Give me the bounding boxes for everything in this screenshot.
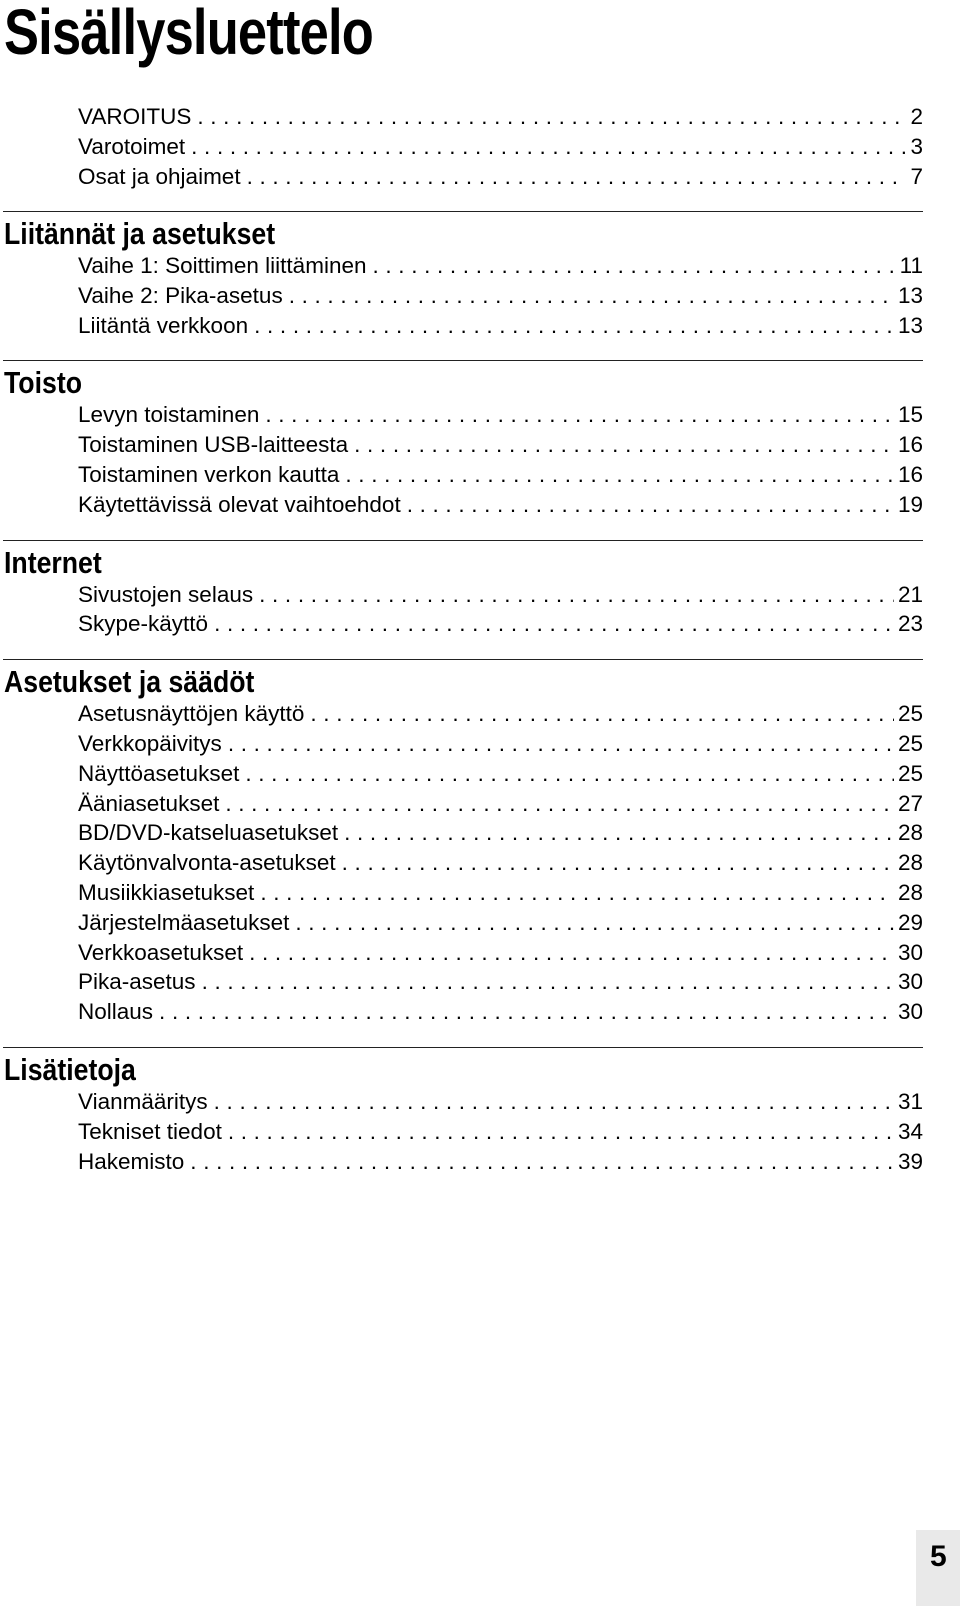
toc-entry-page: 25 xyxy=(897,731,923,756)
toc-entry-page: 34 xyxy=(897,1118,923,1144)
toc-entry-page: 28 xyxy=(897,820,923,846)
toc-entry-label: Musiikkiasetukset xyxy=(78,880,255,905)
toc-entry-label: VAROITUS xyxy=(78,104,192,129)
dot-leader xyxy=(159,997,894,1027)
toc-entry-label: Toistaminen verkon kautta xyxy=(78,462,340,487)
toc-entry-page: 27 xyxy=(897,790,923,816)
section-title: Lisätietoja xyxy=(4,1052,136,1087)
toc-entry-page: 2 xyxy=(910,104,923,129)
toc-entry-label: Nollaus xyxy=(78,999,154,1025)
toc-entry[interactable] xyxy=(78,729,923,759)
toc-entry[interactable] xyxy=(78,789,923,819)
dot-leader xyxy=(245,759,894,789)
toc-entry-label: Hakemisto xyxy=(78,1148,185,1174)
toc-entry-page: 11 xyxy=(899,253,923,278)
toc-entry-label: Osat ja ohjaimet xyxy=(78,163,241,189)
dot-leader xyxy=(249,938,894,968)
toc-entry-page: 29 xyxy=(897,909,923,935)
toc-entry[interactable] xyxy=(78,1087,923,1117)
dot-leader xyxy=(342,848,894,878)
toc-entry-page: 15 xyxy=(897,402,923,428)
toc-entry-page: 28 xyxy=(897,850,923,876)
dot-leader xyxy=(191,132,906,162)
toc-entry-page: 19 xyxy=(897,491,923,517)
toc-entry-label: BD/DVD-katseluasetukset xyxy=(78,820,339,846)
toc-entry-label: Verkkoasetukset xyxy=(78,939,244,965)
toc-entry-label: Käytettävissä olevat vaihtoehdot xyxy=(78,491,401,517)
dot-leader xyxy=(247,162,907,192)
toc-entry[interactable] xyxy=(78,848,923,878)
toc-entry[interactable] xyxy=(78,460,923,490)
toc-entry-label: Käytönvalvonta-asetukset xyxy=(78,850,336,876)
dot-leader xyxy=(407,490,894,520)
toc-entry-label: Asetusnäyttöjen käyttö xyxy=(78,701,305,727)
toc-entry[interactable] xyxy=(78,878,923,908)
toc-entry-label: Varotoimet xyxy=(78,133,186,159)
toc-entry[interactable] xyxy=(78,967,923,997)
toc-entry[interactable] xyxy=(78,1117,923,1147)
toc-entry-label: Sivustojen selaus xyxy=(78,581,254,607)
toc-entry-page: 28 xyxy=(897,880,923,905)
toc-entry-page: 3 xyxy=(910,133,923,159)
toc-entry[interactable] xyxy=(78,132,923,162)
toc-entry[interactable] xyxy=(78,400,923,430)
dot-leader xyxy=(344,818,894,848)
toc-entry[interactable] xyxy=(78,818,923,848)
dot-leader xyxy=(259,580,894,610)
toc-entry-page: 21 xyxy=(897,581,923,607)
toc-entry[interactable] xyxy=(78,162,923,192)
toc-entry[interactable] xyxy=(78,251,923,281)
page-number-tab xyxy=(916,1530,960,1606)
toc-entry-label: Skype-käyttö xyxy=(78,611,209,637)
section-title: Liitännät ja asetukset xyxy=(4,216,276,251)
toc-entry-page: 23 xyxy=(897,611,923,637)
toc-entry-label: Ääniasetukset xyxy=(78,790,220,816)
toc-entry-page: 25 xyxy=(897,701,923,727)
toc-entry[interactable] xyxy=(78,102,923,132)
dot-leader xyxy=(345,460,894,490)
page-title: Sisällysluettelo xyxy=(4,0,373,68)
toc-entry-page: 16 xyxy=(897,432,923,458)
section-divider xyxy=(3,540,923,541)
dot-leader xyxy=(197,102,906,132)
dot-leader xyxy=(260,878,894,908)
toc-entry-page: 7 xyxy=(910,163,923,189)
dot-leader xyxy=(295,908,894,938)
section-title: Asetukset ja säädöt xyxy=(4,664,255,700)
toc-entry-page: 16 xyxy=(897,462,923,487)
section-divider xyxy=(3,360,923,361)
toc-entry[interactable] xyxy=(78,1147,923,1177)
dot-leader xyxy=(202,967,894,997)
toc-entry-page: 39 xyxy=(897,1148,923,1174)
dot-leader xyxy=(310,699,894,729)
toc-entry-label: Tekniset tiedot xyxy=(78,1118,222,1144)
toc-entry[interactable] xyxy=(78,908,923,938)
toc-entry-label: Vaihe 1: Soittimen liittäminen xyxy=(78,253,367,278)
toc-entry[interactable] xyxy=(78,759,923,789)
page-number: 5 xyxy=(930,1540,947,1573)
toc-entry[interactable] xyxy=(78,281,923,311)
toc-entry-label: Toistaminen USB-laitteesta xyxy=(78,432,349,458)
toc-entry-label: Vaihe 2: Pika-asetus xyxy=(78,282,283,308)
dot-leader xyxy=(354,430,894,460)
dot-leader xyxy=(225,789,894,819)
toc-entry[interactable] xyxy=(78,938,923,968)
dot-leader xyxy=(214,609,894,639)
toc-entry-page: 13 xyxy=(897,312,923,338)
section-title: Internet xyxy=(4,544,102,580)
dot-leader xyxy=(214,1087,894,1117)
section-divider xyxy=(3,1047,923,1048)
toc-entry[interactable] xyxy=(78,609,923,639)
dot-leader xyxy=(228,1117,894,1147)
toc-entry-page: 30 xyxy=(897,939,923,965)
toc-entry[interactable] xyxy=(78,490,923,520)
toc-entry[interactable] xyxy=(78,580,923,610)
section-divider xyxy=(3,211,923,212)
toc-entry[interactable] xyxy=(78,311,923,341)
toc-entry-label: Vianmääritys xyxy=(78,1089,208,1114)
toc-entry-label: Verkkopäivitys xyxy=(78,731,222,756)
toc-entry[interactable] xyxy=(78,699,923,729)
toc-entry-page: 31 xyxy=(897,1089,923,1114)
toc-entry-label: Järjestelmäasetukset xyxy=(78,909,290,935)
toc-entry-label: Levyn toistaminen xyxy=(78,402,260,428)
toc-entry-page: 30 xyxy=(897,969,923,995)
toc-entry[interactable] xyxy=(78,997,923,1027)
section-divider xyxy=(3,659,923,660)
toc-entry-page: 30 xyxy=(897,999,923,1025)
dot-leader xyxy=(372,251,895,281)
dot-leader xyxy=(190,1147,894,1177)
toc-entry-label: Liitäntä verkkoon xyxy=(78,312,249,338)
toc-entry[interactable] xyxy=(78,430,923,460)
dot-leader xyxy=(228,729,894,759)
toc-entry-label: Näyttöasetukset xyxy=(78,760,240,786)
toc-entry-page: 13 xyxy=(897,282,923,308)
toc-entry-page: 25 xyxy=(897,760,923,786)
dot-leader xyxy=(265,400,894,430)
section-title: Toisto xyxy=(4,365,82,401)
dot-leader xyxy=(254,311,894,341)
toc-entry-label: Pika-asetus xyxy=(78,969,196,995)
dot-leader xyxy=(289,281,894,311)
